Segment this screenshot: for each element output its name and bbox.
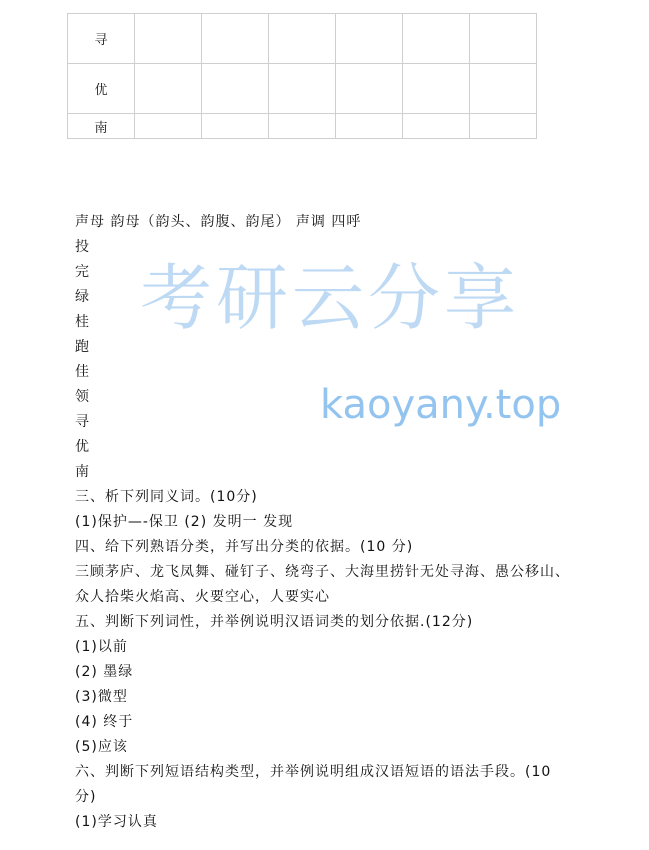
text-line: (4) 终于	[75, 714, 134, 730]
text-line: 四、给下列熟语分类，并写出分类的依据。(10 分)	[75, 539, 414, 555]
text-line: 桂	[75, 314, 90, 330]
text-line: 投	[75, 239, 90, 255]
text-line: 领	[75, 389, 90, 405]
row-label: 优	[68, 64, 135, 114]
cell	[470, 114, 537, 139]
text-line: 佳	[75, 364, 90, 380]
text-line: 优	[75, 439, 90, 455]
text-line: 寻	[75, 414, 90, 430]
watermark: 考研云分享	[140, 256, 521, 340]
text-line: (3)微型	[75, 689, 128, 705]
text-line: 南	[75, 464, 90, 480]
row-label: 南	[68, 114, 135, 139]
cell	[135, 64, 202, 114]
text-line: 三、析下列同义词。(10分)	[75, 489, 258, 505]
cell	[470, 14, 537, 64]
cell	[135, 14, 202, 64]
document-body	[75, 212, 570, 837]
text-line: 跑	[75, 339, 90, 355]
cell	[336, 14, 403, 64]
text-line: 分)	[75, 789, 97, 805]
cell	[202, 114, 269, 139]
text-line: 声母 韵母（韵头、韵腹、韵尾） 声调 四呼	[75, 214, 362, 230]
text-line: 六、判断下列短语结构类型，并举例说明组成汉语短语的语法手段。(10	[75, 764, 552, 780]
cell	[336, 114, 403, 139]
cell	[269, 14, 336, 64]
text-line: 绿	[75, 289, 90, 305]
watermark-url: kaoyany.top	[320, 382, 562, 428]
text-line: (5)应该	[75, 739, 128, 755]
character-table	[67, 13, 537, 139]
cell	[470, 64, 537, 114]
text-line: (2) 墨绿	[75, 664, 134, 680]
cell	[202, 14, 269, 64]
text-line: (1)以前	[75, 639, 128, 655]
cell	[269, 64, 336, 114]
cell	[135, 114, 202, 139]
cell	[403, 114, 470, 139]
text-line: 五、判断下列词性，并举例说明汉语词类的划分依据.(12分)	[75, 614, 474, 630]
text-line: 众人拾柴火焰高、火要空心，人要实心	[75, 589, 330, 605]
cell	[269, 114, 336, 139]
cell	[336, 64, 403, 114]
text-line: (1)保护—-保卫 (2) 发明一 发现	[75, 514, 294, 530]
text-line: 三顾茅庐、龙飞凤舞、碰钉子、绕弯子、大海里捞针无处寻海、愚公移山、	[75, 564, 570, 580]
text-line: 完	[75, 264, 90, 280]
cell	[403, 64, 470, 114]
text-line: (1)学习认真	[75, 814, 158, 830]
row-label: 寻	[68, 14, 135, 64]
cell	[403, 14, 470, 64]
cell	[202, 64, 269, 114]
